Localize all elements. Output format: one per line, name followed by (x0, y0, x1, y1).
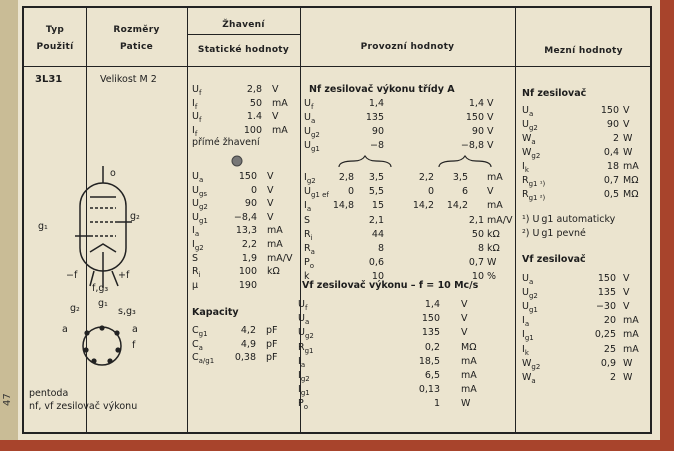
page-gutter (0, 0, 18, 440)
static-value: 190 (238, 279, 257, 291)
op-a-value: 90 (471, 126, 484, 137)
op-a-unit: mA (487, 200, 503, 211)
static-unit: V (267, 171, 274, 182)
heating-symbol: $U_f$ (192, 111, 202, 124)
op-a-symbol: $U_a$ (304, 112, 316, 125)
op-a-value: 3,5 (452, 172, 468, 183)
limit-nf-unit: MΩ (623, 175, 639, 186)
limit-nf-unit: mA (623, 161, 639, 172)
limit-vf-value: 25 (603, 343, 616, 355)
pin-label-a-left: a (62, 324, 68, 335)
static-unit: mA (267, 239, 283, 250)
heating-symbol: $U_f$ (192, 84, 202, 97)
capacity-symbol: $C_{a/g1}$ (192, 352, 215, 366)
op-vf-unit: V (461, 313, 468, 325)
limit-nf-value: 90 (606, 119, 619, 130)
limit-nf-value: 0,4 (603, 147, 619, 158)
heating-unit: mA (272, 124, 288, 136)
op-a-unit: % (487, 271, 497, 282)
heating-unit: V (272, 111, 279, 122)
static-unit: mA/V (267, 252, 293, 264)
limit-nf-value: 2 (612, 133, 619, 144)
limit-vf-value: 20 (603, 315, 616, 327)
op-a-symbol: k (304, 271, 310, 282)
op-a-unit: kΩ (487, 229, 500, 240)
op-a-value: 14,2 (446, 200, 468, 211)
column-braces (334, 155, 514, 169)
op-vf-unit: W (461, 398, 471, 410)
limit-nf-symbol: $W_a$ (522, 133, 536, 146)
limit-vf-symbol: $U_{g1}$ (522, 301, 538, 315)
limit-nf-symbol: $U_a$ (522, 105, 534, 118)
op-a-value: 10 (371, 271, 384, 282)
op-vf-unit: V (461, 299, 468, 310)
op-a-value: 14,8 (332, 200, 354, 211)
static-symbol: $U_{g1}$ (192, 211, 208, 225)
header-provozni: Provozní hodnoty (360, 42, 455, 52)
op-vf-symbol: $I_{g1}$ (298, 384, 310, 398)
pin-label-g2: g₂ (130, 211, 140, 222)
static-value: −8,4 (233, 211, 257, 223)
static-value: 90 (244, 198, 257, 210)
op-a-value: 2,1 (368, 215, 384, 226)
static-symbol: S (192, 252, 199, 264)
op-a-value: 3,5 (368, 172, 384, 183)
limit-nf-symbol: $R_{g1 ^1)}$ (522, 175, 546, 188)
limit-nf-symbol: $W_{g2}$ (522, 147, 541, 160)
heating-value: 2,8 (246, 84, 262, 95)
op-a-value: 0,6 (368, 257, 384, 268)
limit-vf-unit: W (623, 357, 633, 369)
capacity-value: 4,9 (240, 338, 256, 350)
limit-vf-unit: mA (623, 329, 639, 341)
op-a-value: −8,8 (460, 140, 484, 151)
capacity-unit: pF (266, 338, 278, 350)
capacity-value: 0,38 (234, 352, 256, 364)
heating-unit: V (272, 84, 279, 95)
op-a-value: 8 (377, 243, 384, 254)
op-a-value: 14,2 (412, 200, 434, 211)
limit-vf-unit: mA (623, 315, 639, 327)
limit-nf-symbol: $U_{g2}$ (522, 119, 538, 132)
op-a-symbol: $U_{g1}$ (304, 140, 320, 153)
op-vf-symbol: $I_{g2}$ (298, 370, 310, 383)
op-a-unit: V (487, 126, 494, 137)
capacity-symbol: $C_{g1}$ (192, 325, 208, 338)
pentode-symbol (24, 8, 184, 428)
op-a-value: 8 (477, 243, 484, 254)
limit-vf-unit: V (623, 301, 630, 313)
limit-vf-value: 150 (597, 273, 616, 284)
op-vf-value: 150 (421, 313, 440, 325)
op-a-symbol: S (304, 215, 311, 226)
capacity-unit: pF (266, 325, 278, 336)
op-a-symbol: $U_{g1 ef}$ (304, 186, 329, 199)
static-value: 150 (238, 171, 257, 182)
limit-vf-unit: W (623, 371, 633, 383)
limit-vf-unit: V (623, 273, 630, 284)
op-a-value: 10 (471, 271, 484, 282)
header-staticke: Statické hodnoty (197, 45, 290, 55)
op-a-value: 15 (371, 200, 384, 211)
heating-value: 1.4 (246, 111, 262, 122)
op-a-title: Nf zesilovač výkonu třídy A (309, 84, 455, 95)
pin-label-g1: g₁ (38, 221, 48, 232)
op-a-unit: V (487, 112, 494, 123)
socket-marker-icon (230, 154, 244, 168)
static-value: 2,2 (241, 239, 257, 250)
op-a-value: 2,8 (338, 172, 354, 183)
op-a-value: 0 (427, 186, 434, 197)
static-unit: V (267, 211, 274, 223)
op-a-value: 2,2 (418, 172, 434, 183)
static-unit: V (267, 184, 274, 196)
op-a-unit: mA (487, 172, 503, 183)
op-vf-value: 0,13 (418, 384, 440, 396)
op-a-value: 44 (371, 229, 384, 240)
header-zhaveni: Žhavení (222, 20, 265, 30)
static-unit: kΩ (267, 266, 280, 278)
limit-nf-symbol: $R_{g1 ^2)}$ (522, 189, 546, 202)
header-subrule (187, 34, 300, 35)
op-a-unit: kΩ (487, 243, 500, 254)
op-a-unit: V (487, 186, 494, 197)
limit-vf-value: 135 (597, 287, 616, 299)
op-vf-symbol: $U_f$ (298, 299, 308, 312)
static-symbol: $U_{gs}$ (192, 184, 208, 198)
pin-label-g2-base: g₂ (70, 303, 80, 314)
op-a-value: 5,5 (368, 186, 384, 197)
static-unit: V (267, 198, 274, 210)
header-patice: Patice (119, 42, 154, 52)
op-a-value: 135 (365, 112, 384, 123)
op-a-value: 0,7 (468, 257, 484, 268)
pin-label-minus-f: −f (66, 270, 78, 281)
op-vf-value: 6,5 (424, 370, 440, 381)
op-a-value: 90 (371, 126, 384, 137)
op-a-value: 1,4 (368, 98, 384, 109)
op-a-symbol: $R_a$ (304, 243, 315, 256)
limit-vf-value: 0,25 (594, 329, 616, 341)
op-vf-value: 1,4 (424, 299, 440, 310)
col-divider (515, 8, 516, 432)
static-symbol: $R_i$ (192, 266, 201, 280)
heating-value: 50 (249, 97, 262, 109)
pin-label-fg3: f,g₃ (92, 283, 109, 294)
heating-value: 100 (243, 124, 262, 136)
limit-vf-symbol: $I_k$ (522, 343, 529, 357)
col-divider (187, 8, 188, 432)
op-vf-title: Vf zesilovač výkonu – f = 10 Mc/s (302, 280, 479, 291)
op-vf-value: 18,5 (418, 355, 440, 367)
static-unit: mA (267, 225, 283, 237)
pin-label-a-right: a (132, 324, 138, 335)
heating-note: přímé žhavení (192, 137, 260, 148)
heating-symbol: $I_f$ (192, 124, 198, 138)
heating-unit: mA (272, 97, 288, 109)
limit-vf-symbol: $I_a$ (522, 315, 530, 329)
op-a-value: 6 (461, 186, 468, 197)
limit-nf-value: 150 (600, 105, 619, 116)
header-rozmery: Rozměry (113, 25, 160, 35)
tube-type: 3L31 (35, 74, 63, 85)
static-value: 100 (238, 266, 257, 278)
tube-size: Velikost M 2 (100, 74, 157, 85)
op-vf-value: 1 (433, 398, 440, 410)
op-vf-symbol: $P_o$ (298, 398, 309, 412)
op-a-symbol: $U_f$ (304, 98, 314, 111)
tube-usage: nf, vf zesilovač výkonu (29, 401, 138, 412)
op-vf-unit: V (461, 327, 468, 339)
tube-data-table (22, 6, 652, 434)
header-mezni: Mezní hodnoty (544, 46, 623, 56)
limit-nf-unit: W (623, 147, 633, 158)
heating-symbol: $I_f$ (192, 97, 198, 111)
op-vf-symbol: $I_a$ (298, 355, 306, 369)
limit-vf-symbol: $U_a$ (522, 273, 534, 286)
op-a-value: 0 (347, 186, 354, 197)
op-a-symbol: $U_{g2}$ (304, 126, 320, 139)
op-vf-symbol: $U_{g2}$ (298, 327, 314, 341)
limit-vf-symbol: $W_{g2}$ (522, 357, 541, 371)
capacity-symbol: $C_a$ (192, 338, 203, 352)
capacity-value: 4,2 (240, 325, 256, 336)
page-number: 47 (2, 393, 13, 406)
tube-description: pentoda (29, 388, 69, 399)
limit-nf-unit: V (623, 105, 630, 116)
limit-vf-symbol: $W_a$ (522, 371, 536, 385)
capacity-title: Kapacity (192, 307, 239, 318)
limit-nf-value: 0,7 (603, 175, 619, 186)
limit-vf-value: −30 (595, 301, 616, 313)
op-a-unit: V (487, 98, 494, 109)
limit-nf-value: 0,5 (603, 189, 619, 200)
capacity-unit: pF (266, 352, 278, 364)
op-a-symbol: $I_{g2}$ (304, 172, 316, 185)
limit-nf-value: 18 (606, 161, 619, 172)
op-vf-symbol: $U_a$ (298, 313, 310, 327)
static-value: 13,3 (235, 225, 257, 237)
limit-nf-unit: W (623, 133, 633, 144)
header-pouziti: Použití (36, 42, 74, 52)
limit-vf-symbol: $I_{g1}$ (522, 329, 534, 343)
pin-label-f-base: f (132, 340, 136, 351)
limit-vf-title: Vf zesilovač (522, 254, 586, 265)
pin-label-g1-base: g₁ (98, 298, 108, 309)
op-vf-unit: mA (461, 370, 477, 381)
op-a-unit: W (487, 257, 497, 268)
op-a-symbol: $I_a$ (304, 200, 312, 213)
op-a-symbol: $R_i$ (304, 229, 313, 242)
limit-vf-value: 2 (609, 371, 616, 383)
limit-nf-unit: V (623, 119, 630, 130)
static-symbol: $U_{g2}$ (192, 198, 208, 212)
static-symbol: $U_a$ (192, 171, 204, 184)
static-symbol: $I_{g2}$ (192, 239, 204, 252)
op-a-value: 1,4 (468, 98, 484, 109)
op-a-value: 2,1 (468, 215, 484, 226)
header-typ: Typ (45, 25, 65, 35)
op-a-value: 150 (465, 112, 484, 123)
limit-nf-title: Nf zesilovač (522, 88, 587, 99)
pin-label-s-g3: s,g₃ (118, 306, 136, 317)
op-vf-unit: mA (461, 384, 477, 396)
pin-label-o: o (110, 168, 116, 179)
op-vf-symbol: $R_{g1}$ (298, 341, 314, 355)
op-a-value: −8 (369, 140, 384, 151)
pin-label-plus-f: +f (118, 270, 130, 281)
op-vf-value: 0,2 (424, 341, 440, 353)
op-a-unit: mA/V (487, 215, 513, 226)
limit-nf-symbol: $I_k$ (522, 161, 529, 174)
limit-note-2: ²) U g1 pevné (522, 228, 586, 239)
op-vf-value: 135 (421, 327, 440, 339)
op-a-value: 50 (471, 229, 484, 240)
op-a-symbol: $P_o$ (304, 257, 315, 270)
limit-vf-symbol: $U_{g2}$ (522, 287, 538, 300)
static-symbol: $I_a$ (192, 225, 200, 239)
limit-note-1: ¹) U g1 automaticky (522, 214, 616, 225)
op-a-unit: V (487, 140, 494, 151)
op-vf-unit: MΩ (461, 341, 477, 353)
static-value: 0 (250, 184, 257, 196)
limit-vf-unit: V (623, 287, 630, 299)
limit-nf-unit: MΩ (623, 189, 639, 200)
static-symbol: μ (192, 279, 199, 291)
limit-vf-value: 0,9 (600, 357, 616, 369)
op-vf-unit: mA (461, 355, 477, 367)
limit-vf-unit: mA (623, 343, 639, 355)
static-value: 1,9 (241, 252, 257, 264)
